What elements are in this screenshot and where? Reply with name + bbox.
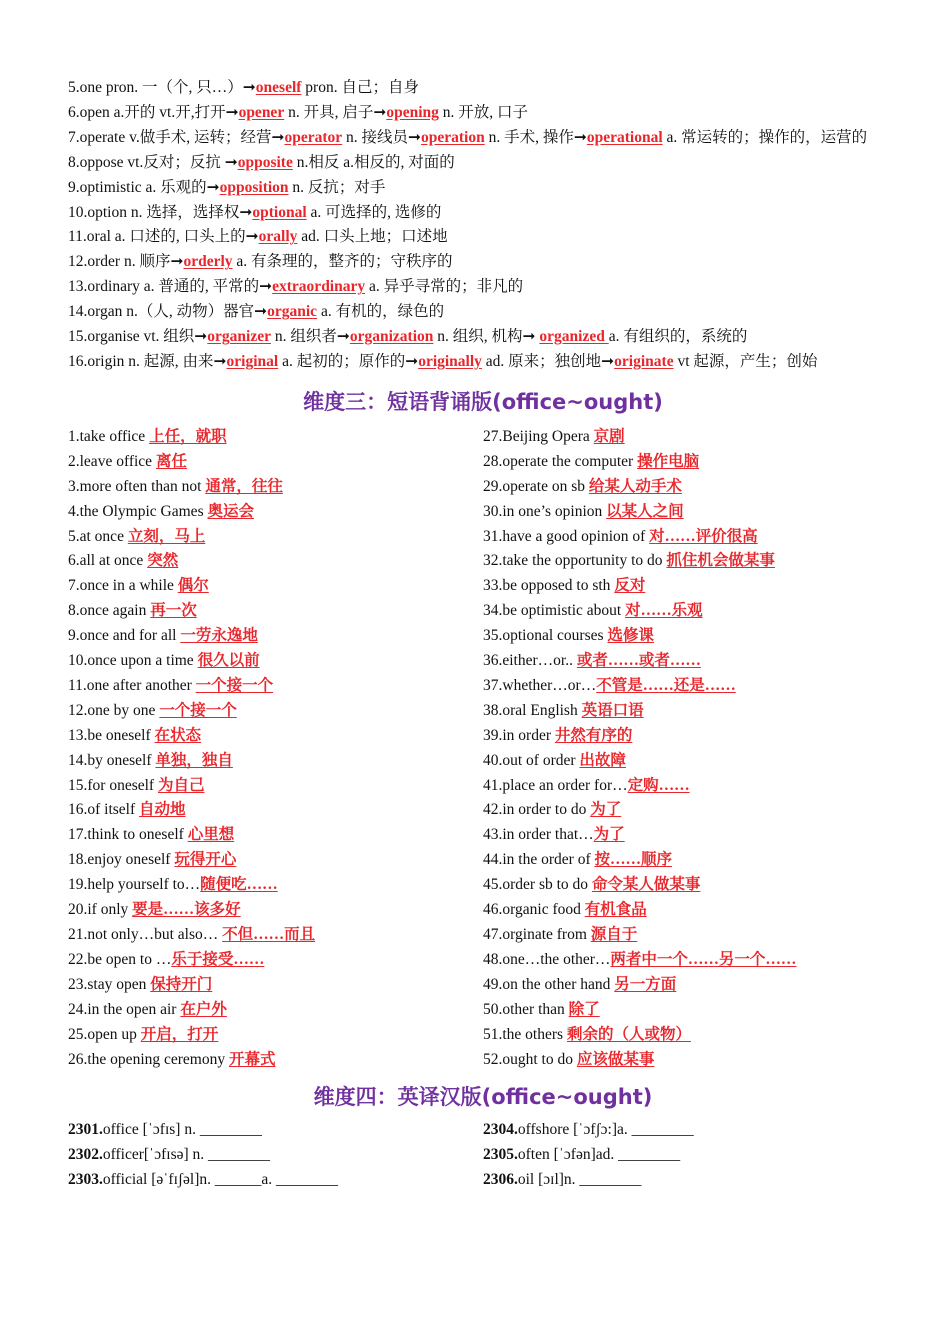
phrase-answer: 玩得开心 xyxy=(174,851,237,869)
phrase-item xyxy=(68,774,483,799)
phrase-english: 41.place an order for… xyxy=(483,776,628,794)
word-text: a. 有机的，绿色的 xyxy=(317,303,445,321)
phrase-english: 24.in the open air xyxy=(68,1000,181,1018)
phrase-answer: 再一次 xyxy=(150,602,197,620)
phrase-english: 25.open up xyxy=(68,1025,141,1043)
phrase-answer: 立刻，马上 xyxy=(127,527,206,545)
phrase-english: 45.order sb to do xyxy=(483,876,592,894)
vocab-column-left xyxy=(68,1118,483,1193)
section3-title: 维度三：短语背诵版(office~ought) xyxy=(303,389,663,414)
phrase-answer: 单独，独自 xyxy=(155,751,233,769)
phrase-answer: 通常，往往 xyxy=(205,477,283,495)
phrase-answer: 上任，就职 xyxy=(149,427,227,445)
phrase-item xyxy=(483,574,898,599)
vocab-number: 2303. xyxy=(68,1171,103,1189)
phrase-answer: 为了 xyxy=(590,801,622,819)
phrase-english: 20.if only xyxy=(68,901,133,919)
answer-word: originate xyxy=(614,352,674,370)
word-text: 10.option n. 选择，选择权➞ xyxy=(68,203,253,221)
phrase-item xyxy=(68,948,483,973)
phrase-english: 33.be opposed to sth xyxy=(483,577,615,595)
phrase-item xyxy=(483,1048,898,1073)
answer-word: opposite xyxy=(237,153,293,171)
word-text: 6.open a.开的 vt.开,打开➞ xyxy=(68,103,239,121)
phrase-english: 27.Beijing Opera xyxy=(483,427,594,445)
word-text: 7.operate v.做手术, 运转；经营➞ xyxy=(68,128,285,146)
phrase-column-left xyxy=(68,425,483,1073)
phrase-english: 8.once again xyxy=(68,602,151,620)
phrase-answer: 选修课 xyxy=(607,627,654,645)
phrase-item xyxy=(68,1048,483,1073)
phrase-item xyxy=(68,923,483,948)
vocab-text: often [ˈɔfən]ad. ________ xyxy=(517,1146,681,1164)
phrase-answer: 在户外 xyxy=(180,1000,227,1018)
word-family-line xyxy=(68,250,898,275)
phrase-english: 15.for oneself xyxy=(68,776,158,794)
word-text: a. 起初的；原作的➞ xyxy=(278,352,419,370)
word-family-line xyxy=(68,76,898,101)
phrase-item xyxy=(483,699,898,724)
phrase-answer: 源自于 xyxy=(590,926,638,943)
word-text: pron. 自己；自身 xyxy=(301,79,419,96)
word-text: 9.optimistic a. 乐观的➞ xyxy=(68,178,220,196)
phrase-answer: 不但……而且 xyxy=(222,926,316,943)
vocab-number: 2304. xyxy=(483,1121,518,1139)
phrase-english: 44.in the order of xyxy=(483,851,595,869)
answer-word: opposition xyxy=(219,178,289,196)
answer-word: organizer xyxy=(207,328,271,346)
word-text: n. 组织者➞ xyxy=(270,328,350,346)
answer-word: opening xyxy=(386,103,439,121)
phrase-english: 40.out of order xyxy=(483,751,580,769)
phrase-column-right xyxy=(483,425,898,1073)
answer-word: organic xyxy=(267,303,318,321)
phrase-english: 12.one by one xyxy=(68,701,160,719)
phrase-english: 9.once and for all xyxy=(68,627,181,645)
word-text: n. 接线员➞ xyxy=(342,128,422,146)
answer-word: oneself xyxy=(255,79,302,96)
phrase-answer: 在状态 xyxy=(154,726,202,744)
vocab-number: 2306. xyxy=(483,1171,518,1189)
phrase-english: 6.all at once xyxy=(68,552,148,570)
phrase-answer: 保持开门 xyxy=(150,975,213,993)
phrase-english: 11.one after another xyxy=(68,676,196,694)
answer-word: original xyxy=(226,352,279,370)
phrase-english: 28.operate the computer xyxy=(483,452,638,470)
phrase-item xyxy=(68,898,483,923)
word-text: ad. 原来；独创地➞ xyxy=(481,352,615,370)
word-family-line xyxy=(68,275,898,300)
phrase-english: 1.take office xyxy=(68,427,150,445)
phrase-item xyxy=(68,823,483,848)
word-family-line xyxy=(68,101,898,126)
phrase-answer: 京剧 xyxy=(593,427,625,445)
phrase-answer: 剩余的（人或物） xyxy=(566,1025,691,1043)
vocab-item xyxy=(68,1168,483,1193)
phrase-answer: 奥运会 xyxy=(207,502,254,520)
phrase-answer: 为了 xyxy=(593,826,625,844)
phrase-item xyxy=(68,475,483,500)
word-family-line xyxy=(68,151,898,176)
vocab-number: 2301. xyxy=(68,1121,103,1139)
phrase-answer: 除了 xyxy=(568,1000,600,1018)
phrase-item xyxy=(68,873,483,898)
word-text: ad. 口头上地；口述地 xyxy=(297,228,448,246)
phrase-answer: 操作电脑 xyxy=(637,452,700,470)
phrase-item xyxy=(483,525,898,550)
phrase-item xyxy=(483,674,898,699)
word-text: 13.ordinary a. 普通的, 平常的➞ xyxy=(68,278,273,296)
phrase-english: 50.other than xyxy=(483,1000,569,1018)
word-family-line xyxy=(68,350,898,375)
phrase-english: 23.stay open xyxy=(68,975,151,993)
answer-word: orderly xyxy=(183,253,233,271)
phrase-english: 26.the opening ceremony xyxy=(68,1050,229,1068)
word-text: n.相反 a.相反的, 对面的 xyxy=(292,153,455,171)
phrase-answer: 对……乐观 xyxy=(625,602,703,620)
phrase-answer: 给某人动手术 xyxy=(588,477,682,495)
phrase-english: 46.organic food xyxy=(483,901,585,919)
word-text: n. 手术, 操作➞ xyxy=(484,128,587,146)
word-text: a. 有条理的，整齐的；守秩序的 xyxy=(232,253,453,271)
phrase-answer: 偶尔 xyxy=(177,577,209,595)
word-text: a. 可选择的, 选修的 xyxy=(306,203,442,221)
worksheet-page xyxy=(68,76,898,1193)
phrase-answer: 一劳永逸地 xyxy=(180,627,258,645)
phrase-english: 34.be optimistic about xyxy=(483,602,626,620)
phrase-item xyxy=(68,574,483,599)
phrase-english: 42.in order to do xyxy=(483,801,591,819)
phrase-item xyxy=(68,599,483,624)
phrase-item xyxy=(68,525,483,550)
phrase-item xyxy=(483,475,898,500)
phrase-english: 13.be oneself xyxy=(68,726,155,744)
word-text: 12.order n. 顺序➞ xyxy=(68,253,184,271)
phrase-english: 2.leave office xyxy=(68,452,156,470)
phrase-item xyxy=(68,699,483,724)
phrase-item xyxy=(68,973,483,998)
phrase-english: 37.whether…or… xyxy=(483,676,597,694)
phrase-english: 4.the Olympic Games xyxy=(68,502,208,520)
phrase-english: 19.help yourself to… xyxy=(68,876,201,894)
phrase-item xyxy=(68,624,483,649)
phrase-english: 51.the others xyxy=(483,1025,567,1043)
phrase-item xyxy=(68,549,483,574)
word-family-line xyxy=(68,126,898,151)
vocab-number: 2305. xyxy=(483,1146,518,1164)
vocab-number: 2302. xyxy=(68,1146,103,1164)
phrase-answer: 乐于接受…… xyxy=(171,950,265,968)
word-text: vt 起源，产生；创始 xyxy=(673,352,818,370)
phrase-english: 5.at once xyxy=(68,527,128,545)
word-text: n. 反抗；对手 xyxy=(288,178,386,196)
word-text: a. 异乎寻常的；非凡的 xyxy=(365,278,524,296)
phrase-answer: 或者……或者…… xyxy=(576,652,701,670)
phrase-answer: 不管是……还是…… xyxy=(596,676,736,694)
phrase-item xyxy=(483,599,898,624)
vocab-item xyxy=(483,1168,898,1193)
phrase-columns xyxy=(68,425,898,1073)
phrase-item xyxy=(483,749,898,774)
phrase-english: 30.in one’s opinion xyxy=(483,502,607,520)
phrase-english: 18.enjoy oneself xyxy=(68,851,175,869)
phrase-answer: 心里想 xyxy=(187,826,235,844)
phrase-answer: 很久以前 xyxy=(197,652,260,670)
phrase-item xyxy=(483,848,898,873)
phrase-answer: 对……评价很高 xyxy=(649,527,758,545)
vocab-columns xyxy=(68,1118,898,1193)
word-text: 15.organise vt. 组织➞ xyxy=(68,328,208,346)
answer-word: opener xyxy=(238,103,285,121)
phrase-answer: 以某人之间 xyxy=(606,502,684,520)
phrase-english: 14.by oneself xyxy=(68,751,156,769)
phrase-item xyxy=(68,998,483,1023)
phrase-english: 43.in order that… xyxy=(483,826,594,844)
phrase-english: 29.operate on sb xyxy=(483,477,589,495)
answer-word: organized xyxy=(539,328,609,346)
phrase-answer: 一个接一个 xyxy=(159,701,237,719)
section4-title: 维度四：英译汉版(office~ought) xyxy=(313,1085,653,1110)
answer-word: orally xyxy=(258,228,298,246)
phrase-item xyxy=(483,649,898,674)
phrase-english: 17.think to oneself xyxy=(68,826,188,844)
word-text: n. 组织, 机构➞ xyxy=(433,328,540,346)
phrase-item xyxy=(68,425,483,450)
phrase-answer: 开启，打开 xyxy=(140,1025,219,1043)
phrase-answer: 出故障 xyxy=(579,751,626,769)
phrase-english: 39.in order xyxy=(483,726,555,744)
word-family-line xyxy=(68,225,898,250)
phrase-english: 10.once upon a time xyxy=(68,652,198,670)
phrase-english: 36.either…or.. xyxy=(483,652,577,670)
phrase-item xyxy=(483,998,898,1023)
answer-word: organization xyxy=(349,328,434,346)
phrase-answer: 突然 xyxy=(147,552,179,570)
phrase-answer: 开幕式 xyxy=(228,1050,276,1068)
phrase-answer: 反对 xyxy=(614,577,646,595)
phrase-english: 21.not only…but also… xyxy=(68,926,223,943)
phrase-item xyxy=(483,923,898,948)
phrase-english: 16.of itself xyxy=(68,801,140,819)
phrase-item xyxy=(483,500,898,525)
word-text: a. 常运转的；操作的，运营的 xyxy=(662,128,868,146)
phrase-item xyxy=(68,649,483,674)
phrase-answer: 抓住机会做某事 xyxy=(666,552,775,570)
phrase-item xyxy=(68,798,483,823)
word-family-line xyxy=(68,325,898,350)
phrase-item xyxy=(483,549,898,574)
phrase-answer: 为自己 xyxy=(157,776,205,794)
word-family-line xyxy=(68,300,898,325)
phrase-english: 22.be open to … xyxy=(68,950,172,968)
phrase-english: 3.more often than not xyxy=(68,477,206,495)
phrase-english: 52.ought to do xyxy=(483,1050,577,1068)
word-family-list xyxy=(68,76,898,375)
answer-word: operation xyxy=(421,128,485,146)
vocab-text: officer[ˈɔfɪsə] n. ________ xyxy=(102,1146,271,1164)
phrase-answer: 一个接一个 xyxy=(195,676,274,694)
vocab-column-right xyxy=(483,1118,898,1193)
phrase-item xyxy=(483,624,898,649)
phrase-item xyxy=(68,450,483,475)
phrase-answer: 命令某人做某事 xyxy=(591,876,701,894)
phrase-item xyxy=(483,724,898,749)
phrase-english: 48.one…the other… xyxy=(483,950,611,968)
word-text: a. 有组织的，系统的 xyxy=(608,328,748,346)
answer-word: originally xyxy=(418,352,482,370)
phrase-answer: 按……顺序 xyxy=(594,851,672,869)
phrase-item xyxy=(483,898,898,923)
phrase-item xyxy=(483,798,898,823)
phrase-answer: 随便吃…… xyxy=(200,876,278,894)
phrase-item xyxy=(68,749,483,774)
vocab-text: official [əˈfɪʃəl]n. ______a. ________ xyxy=(102,1171,339,1189)
phrase-answer: 应该做某事 xyxy=(576,1050,655,1068)
vocab-text: offshore [ˈɔfʃɔ:]a. ________ xyxy=(517,1121,694,1139)
word-text: 11.oral a. 口述的, 口头上的➞ xyxy=(68,228,259,246)
phrase-answer: 英语口语 xyxy=(581,701,644,719)
word-text: n. 开具, 启子➞ xyxy=(284,103,387,121)
vocab-item xyxy=(483,1118,898,1143)
answer-word: optional xyxy=(252,203,307,221)
answer-word: operational xyxy=(586,128,663,146)
phrase-answer: 两者中一个……另一个…… xyxy=(610,950,797,968)
phrase-item xyxy=(483,973,898,998)
phrase-item xyxy=(483,774,898,799)
phrase-item xyxy=(68,848,483,873)
phrase-item xyxy=(68,724,483,749)
phrase-item xyxy=(68,500,483,525)
answer-word: extraordinary xyxy=(272,278,366,296)
vocab-item xyxy=(483,1143,898,1168)
phrase-answer: 有机食品 xyxy=(584,901,647,919)
word-text: 14.organ n.（人, 动物）器官➞ xyxy=(68,303,268,321)
phrase-item xyxy=(68,674,483,699)
phrase-english: 32.take the opportunity to do xyxy=(483,552,667,570)
phrase-english: 7.once in a while xyxy=(68,577,178,595)
answer-word: operator xyxy=(284,128,343,146)
word-text: 8.oppose vt.反对；反抗 ➞ xyxy=(68,153,238,171)
vocab-item xyxy=(68,1118,483,1143)
phrase-item xyxy=(483,1023,898,1048)
phrase-item xyxy=(483,823,898,848)
word-text: 16.origin n. 起源, 由来➞ xyxy=(68,352,227,370)
word-family-line xyxy=(68,176,898,201)
word-family-line xyxy=(68,201,898,226)
phrase-item xyxy=(483,450,898,475)
phrase-answer: 另一方面 xyxy=(614,975,677,993)
phrase-english: 38.oral English xyxy=(483,701,582,719)
phrase-english: 47.orginate from xyxy=(483,926,591,943)
phrase-item xyxy=(483,948,898,973)
phrase-english: 35.optional courses xyxy=(483,627,608,645)
phrase-answer: 离任 xyxy=(155,452,187,470)
phrase-item xyxy=(483,873,898,898)
phrase-answer: 井然有序的 xyxy=(554,726,633,744)
vocab-text: oil [ɔɪl]n. ________ xyxy=(517,1171,642,1189)
phrase-item xyxy=(68,1023,483,1048)
phrase-english: 49.on the other hand xyxy=(483,975,615,993)
phrase-answer: 要是……该多好 xyxy=(132,901,241,919)
word-text: n. 开放, 口子 xyxy=(438,103,529,121)
phrase-item xyxy=(483,425,898,450)
phrase-answer: 自动地 xyxy=(139,801,186,819)
vocab-text: office [ˈɔfɪs] n. ________ xyxy=(102,1121,262,1139)
phrase-answer: 定购…… xyxy=(627,776,690,794)
word-text: 5.one pron. 一（个, 只…）➞ xyxy=(68,79,256,96)
phrase-english: 31.have a good opinion of xyxy=(483,527,650,545)
vocab-item xyxy=(68,1143,483,1168)
